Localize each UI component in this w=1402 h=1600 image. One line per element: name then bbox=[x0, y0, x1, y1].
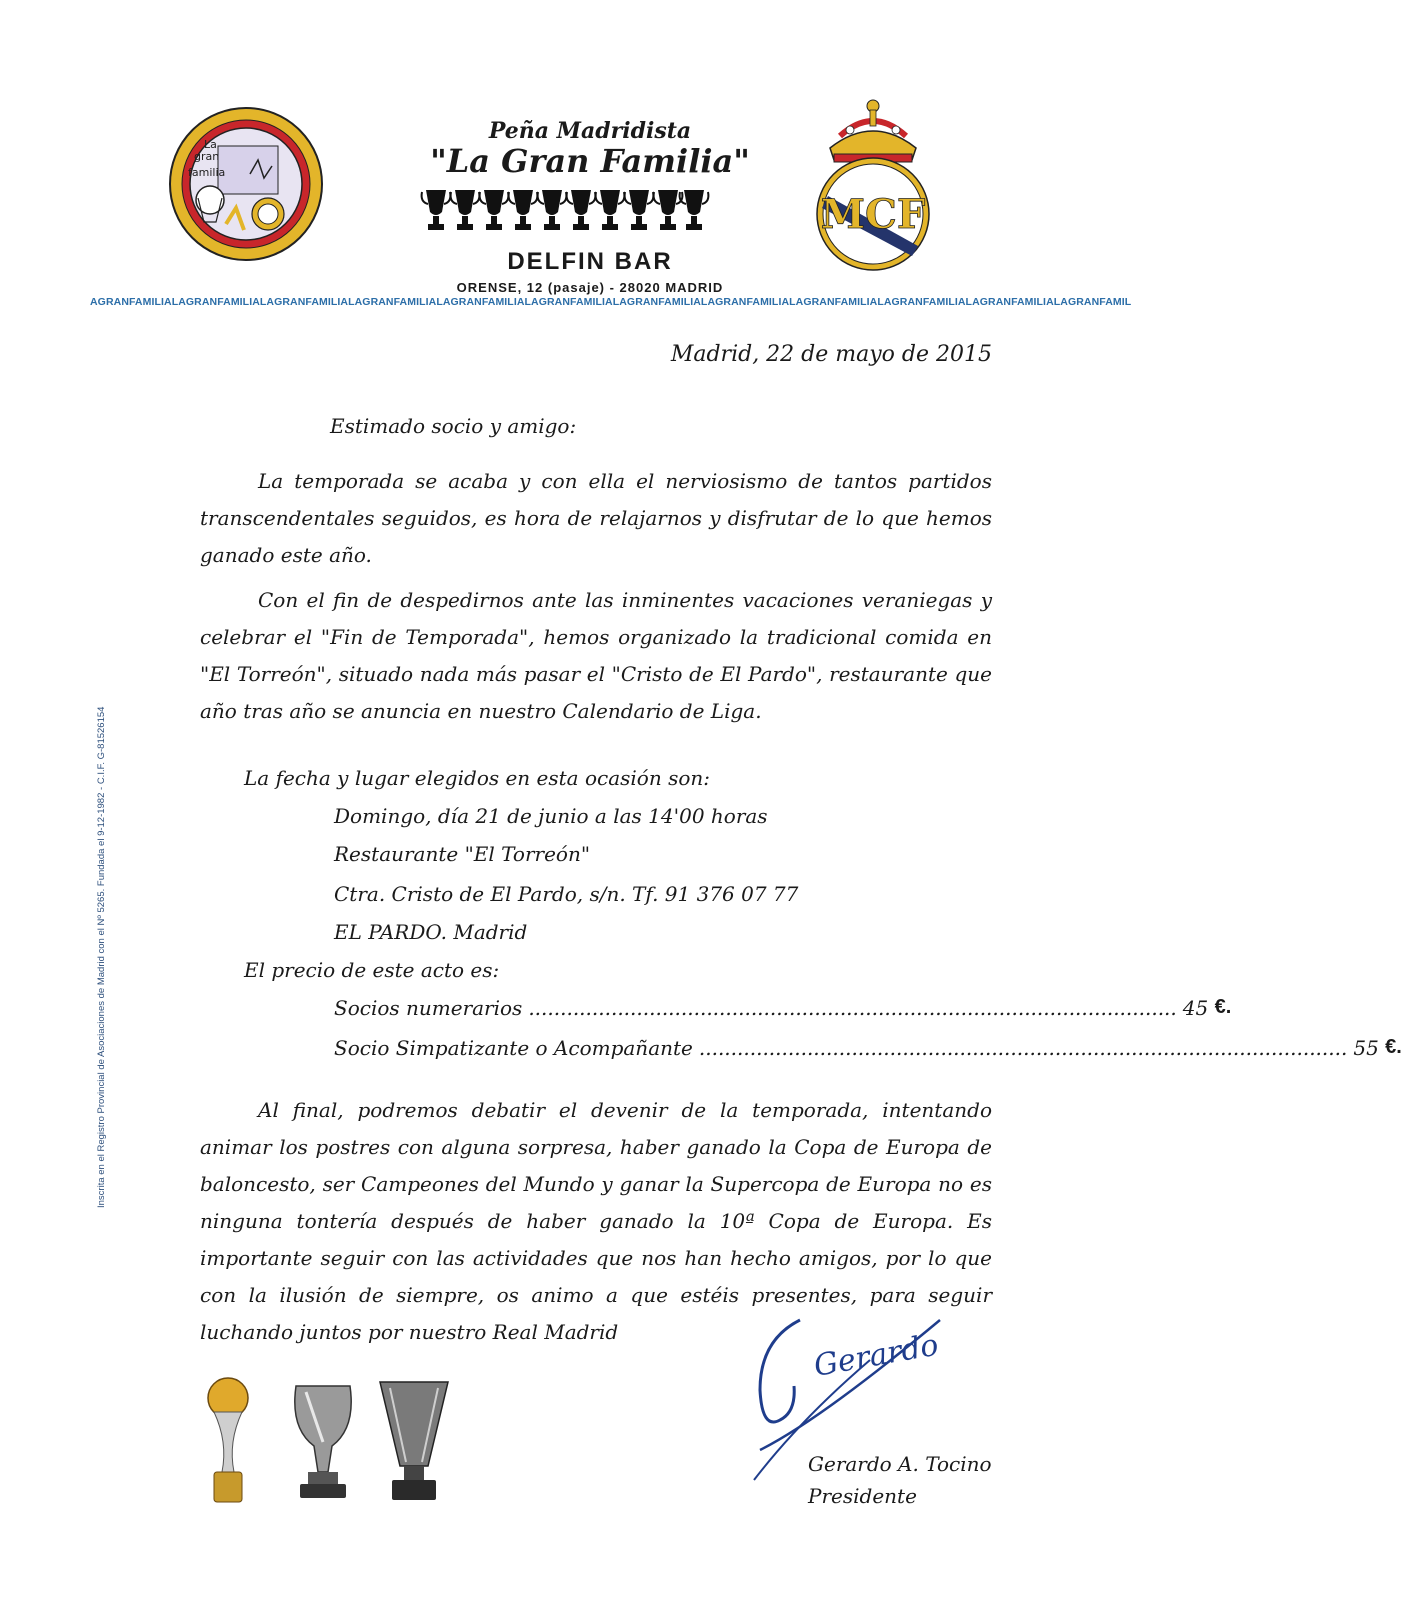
letter-salutation: Estimado socio y amigo: bbox=[330, 414, 577, 438]
price-row-simpatizante bbox=[334, 1036, 1402, 1060]
svg-text:MCF: MCF bbox=[820, 191, 926, 238]
la-gran-familia-logo bbox=[166, 104, 326, 264]
price-leader bbox=[699, 1036, 1347, 1060]
header-subtitle: Peña Madridista bbox=[488, 118, 692, 144]
signature-text: Gerardo bbox=[811, 1327, 942, 1384]
price-row-socios bbox=[334, 996, 1232, 1020]
paragraph-2: Con el fin de despedirnos ante las inminentes vacaciones veraniegas y celebrar el "Fin de Temporada", hemos organizado la tradicional comida en "El Torreón", situado nada más pasar el "Cristo de El Pardo", restaurante que año tras año se anuncia en nuestro Calendario de Liga. bbox=[200, 588, 992, 723]
bar-address: ORENSE, 12 (pasaje) - 28020 MADRID bbox=[456, 280, 724, 295]
price-label: Socio Simpatizante o Acompañante bbox=[334, 1036, 693, 1060]
club-name-band: AGRANFAMILIALAGRANFAMILIALAGRANFAMILIALAGRANFAMILIALAGRANFAMILIALAGRANFAMILIALAGRANFAMILIALAGRANFAMILIALAGRANFAMILIALAGRANFAMILIALAGRANFAMILIALAGRANFAMIL bbox=[90, 296, 1132, 308]
logo-text-la: La bbox=[204, 138, 217, 151]
price-intro: El precio de este acto es: bbox=[244, 958, 500, 982]
price-currency: €. bbox=[1385, 1036, 1402, 1058]
price-label: Socios numerarios bbox=[334, 996, 523, 1020]
super-cup-trophy-icon bbox=[286, 1382, 360, 1506]
trophies-row-icon bbox=[420, 186, 710, 236]
price-value: 45 bbox=[1182, 996, 1209, 1020]
event-date: Domingo, día 21 de junio a las 14'00 horas bbox=[334, 804, 768, 828]
logo-text-gran: gran bbox=[194, 150, 220, 163]
registration-note: Inscrita en el Registro Provincial de Asociaciones de Madrid con el Nº 5265. Fundada el 9-12-1982 - C.I.F. G-81526154 bbox=[96, 706, 107, 1208]
header-club-name: "La Gran Familia" bbox=[430, 142, 750, 180]
price-value: 55 bbox=[1353, 1036, 1379, 1060]
club-world-cup-trophy-icon bbox=[200, 1372, 256, 1512]
paragraph-1: La temporada se acaba y con ella el nerviosismo de tantos partidos transcendentales seguidos, es hora de relajarnos y disfrutar de lo que hemos ganado este año. bbox=[200, 469, 992, 567]
event-city: EL PARDO. Madrid bbox=[334, 920, 528, 944]
euroleague-trophy-icon bbox=[376, 1378, 452, 1508]
signer-name: Gerardo A. Tocino bbox=[808, 1452, 992, 1476]
real-madrid-crest-icon bbox=[800, 96, 946, 276]
paragraph-3: Al final, podremos debatir el devenir de la temporada, intentando animar los postres con alguna sorpresa, haber ganado la Copa de Europa de baloncesto, ser Campeones del Mundo y ganar la Supercopa de Europa no es ninguna tontería después de haber ganado la 10ª Copa de Europa. Es importante seguir con las actividades que nos han hecho amigos, por lo que con la ilusión de siempre, os animo a que estéis presentes, para seguir luchando juntos por nuestro Real Madrid bbox=[200, 1098, 992, 1344]
event-intro: La fecha y lugar elegidos en esta ocasión son: bbox=[244, 766, 710, 790]
logo-text-familia: familia bbox=[188, 166, 226, 179]
letter-date: Madrid, 22 de mayo de 2015 bbox=[670, 342, 992, 367]
price-leader bbox=[528, 996, 1176, 1020]
signer-role: Presidente bbox=[808, 1484, 917, 1508]
event-address: Ctra. Cristo de El Pardo, s/n. Tf. 91 376 07 77 bbox=[334, 882, 799, 906]
bar-name: DELFIN BAR bbox=[507, 248, 673, 275]
price-currency: €. bbox=[1214, 996, 1232, 1018]
event-place: Restaurante "El Torreón" bbox=[334, 842, 591, 866]
